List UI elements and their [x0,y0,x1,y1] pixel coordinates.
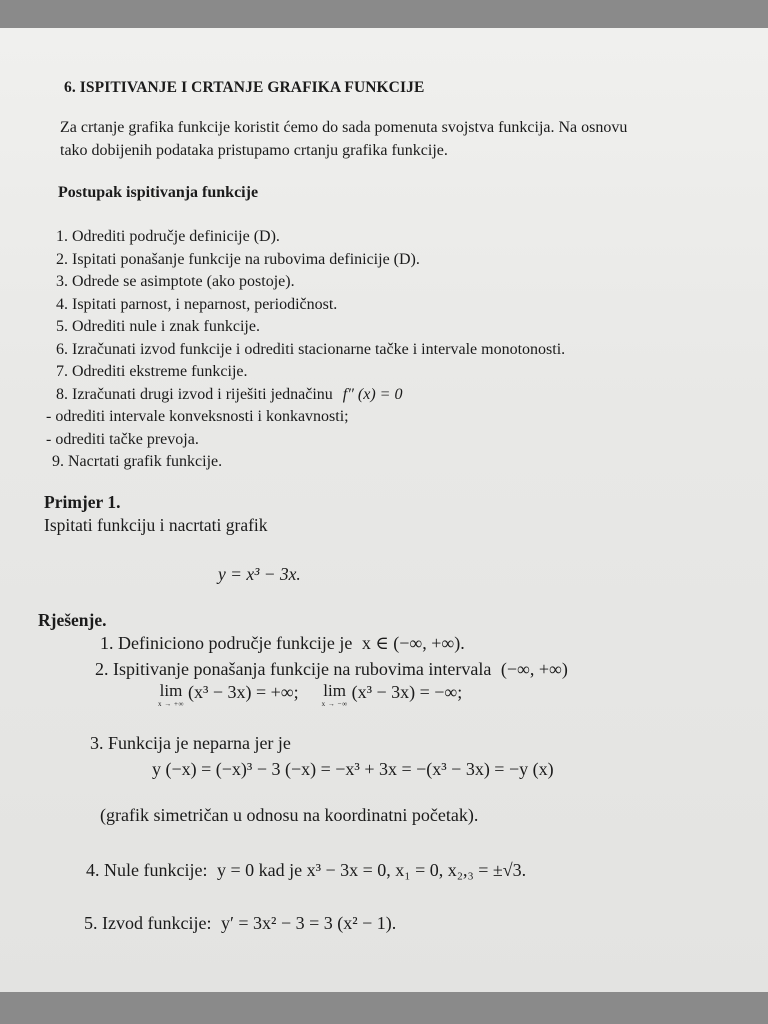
intro-line-1: Za crtanje grafika funkcije koristit ćemo do sada pomenuta svojstva funkcija. Na osnovu [60,119,628,136]
solution-step-2-math: (−∞, +∞) [500,659,568,679]
limit-1-subscript: x → +∞ [158,700,184,708]
step-8 [56,386,402,404]
step-4: 4. Ispitati parnost, i neparnost, periodičnost. [56,296,338,313]
solution-step-1-math: x ∈ (−∞, +∞). [361,633,465,653]
solution-step-4 [86,860,526,881]
solution-step-5 [84,913,396,934]
step-7: 7. Odrediti ekstreme funkcije. [56,363,248,380]
solution-step-3-text: 3. Funkcija je neparna jer je [90,733,291,753]
solution-step-4-math: y = 0 kad je x³ − 3x = 0, x₁ = 0, x₂,₃ = ±√3. [216,860,527,880]
solution-step-1-text: 1. Definiciono područje funkcije je [100,633,353,653]
solution-title: Rješenje. [38,610,107,630]
step-5: 5. Odrediti nule i znak funkcije. [56,318,260,335]
solution-step-3-note: (grafik simetričan u odnosu na koordinatni početak). [100,805,479,825]
solution-step-5-math: y′ = 3x² − 3 = 3 (x² − 1). [220,913,397,933]
document-page [0,28,768,994]
step-8-equation: f″ (x) = 0 [342,386,403,403]
step-8-sub-1: - odrediti intervale konveksnosti i konkavnosti; [46,408,349,425]
solution-step-3-math: y (−x) = (−x)³ − 3 (−x) = −x³ + 3x = −(x³ − 3x) = −y (x) [152,759,554,779]
step-2: 2. Ispitati ponašanje funkcije na rubovima definicije (D). [56,251,420,268]
solution-step-2 [95,659,568,680]
solution-step-1 [100,633,465,654]
solution-step-4-text: 4. Nule funkcije: [86,860,208,880]
step-6: 6. Izračunati izvod funkcije i odrediti stacionarne tačke i intervale monotonosti. [56,341,566,358]
limit-1-word: lim [159,681,183,700]
limit-2-expression: (x³ − 3x) = −∞; [351,682,463,702]
step-1: 1. Odrediti područje definicije (D). [56,228,280,245]
limit-1-expression: (x³ − 3x) = +∞; [187,682,299,702]
section-title: 6. ISPITIVANJE I CRTANJE GRAFIKA FUNKCIJE [64,79,425,96]
scan-background-bottom [0,992,768,1024]
limit-1 [158,682,184,708]
example-title: Primjer 1. [44,492,121,512]
solution-step-2-text: 2. Ispitivanje ponašanja funkcije na rubovima intervala [95,659,492,679]
scan-background-top [0,0,768,30]
limit-2-word: lim [323,681,346,700]
procedure-title: Postupak ispitivanja funkcije [58,184,259,201]
step-3: 3. Odrede se asimptote (ako postoje). [56,273,295,290]
step-8-text: 8. Izračunati drugi izvod i riješiti jednačinu [56,386,333,403]
limit-2-subscript: x → −∞ [321,700,348,708]
solution-step-5-text: 5. Izvod funkcije: [84,913,212,933]
intro-line-2: tako dobijenih podataka pristupamo crtanju grafika funkcije. [60,142,448,159]
example-task: Ispitati funkciju i nacrtati grafik [44,515,268,535]
limit-row [158,682,462,711]
step-8-sub-2: - odrediti tačke prevoja. [46,431,199,448]
example-function: y = x³ − 3x. [218,564,301,584]
limit-2 [322,682,348,708]
step-9: 9. Nacrtati grafik funkcije. [52,453,223,470]
